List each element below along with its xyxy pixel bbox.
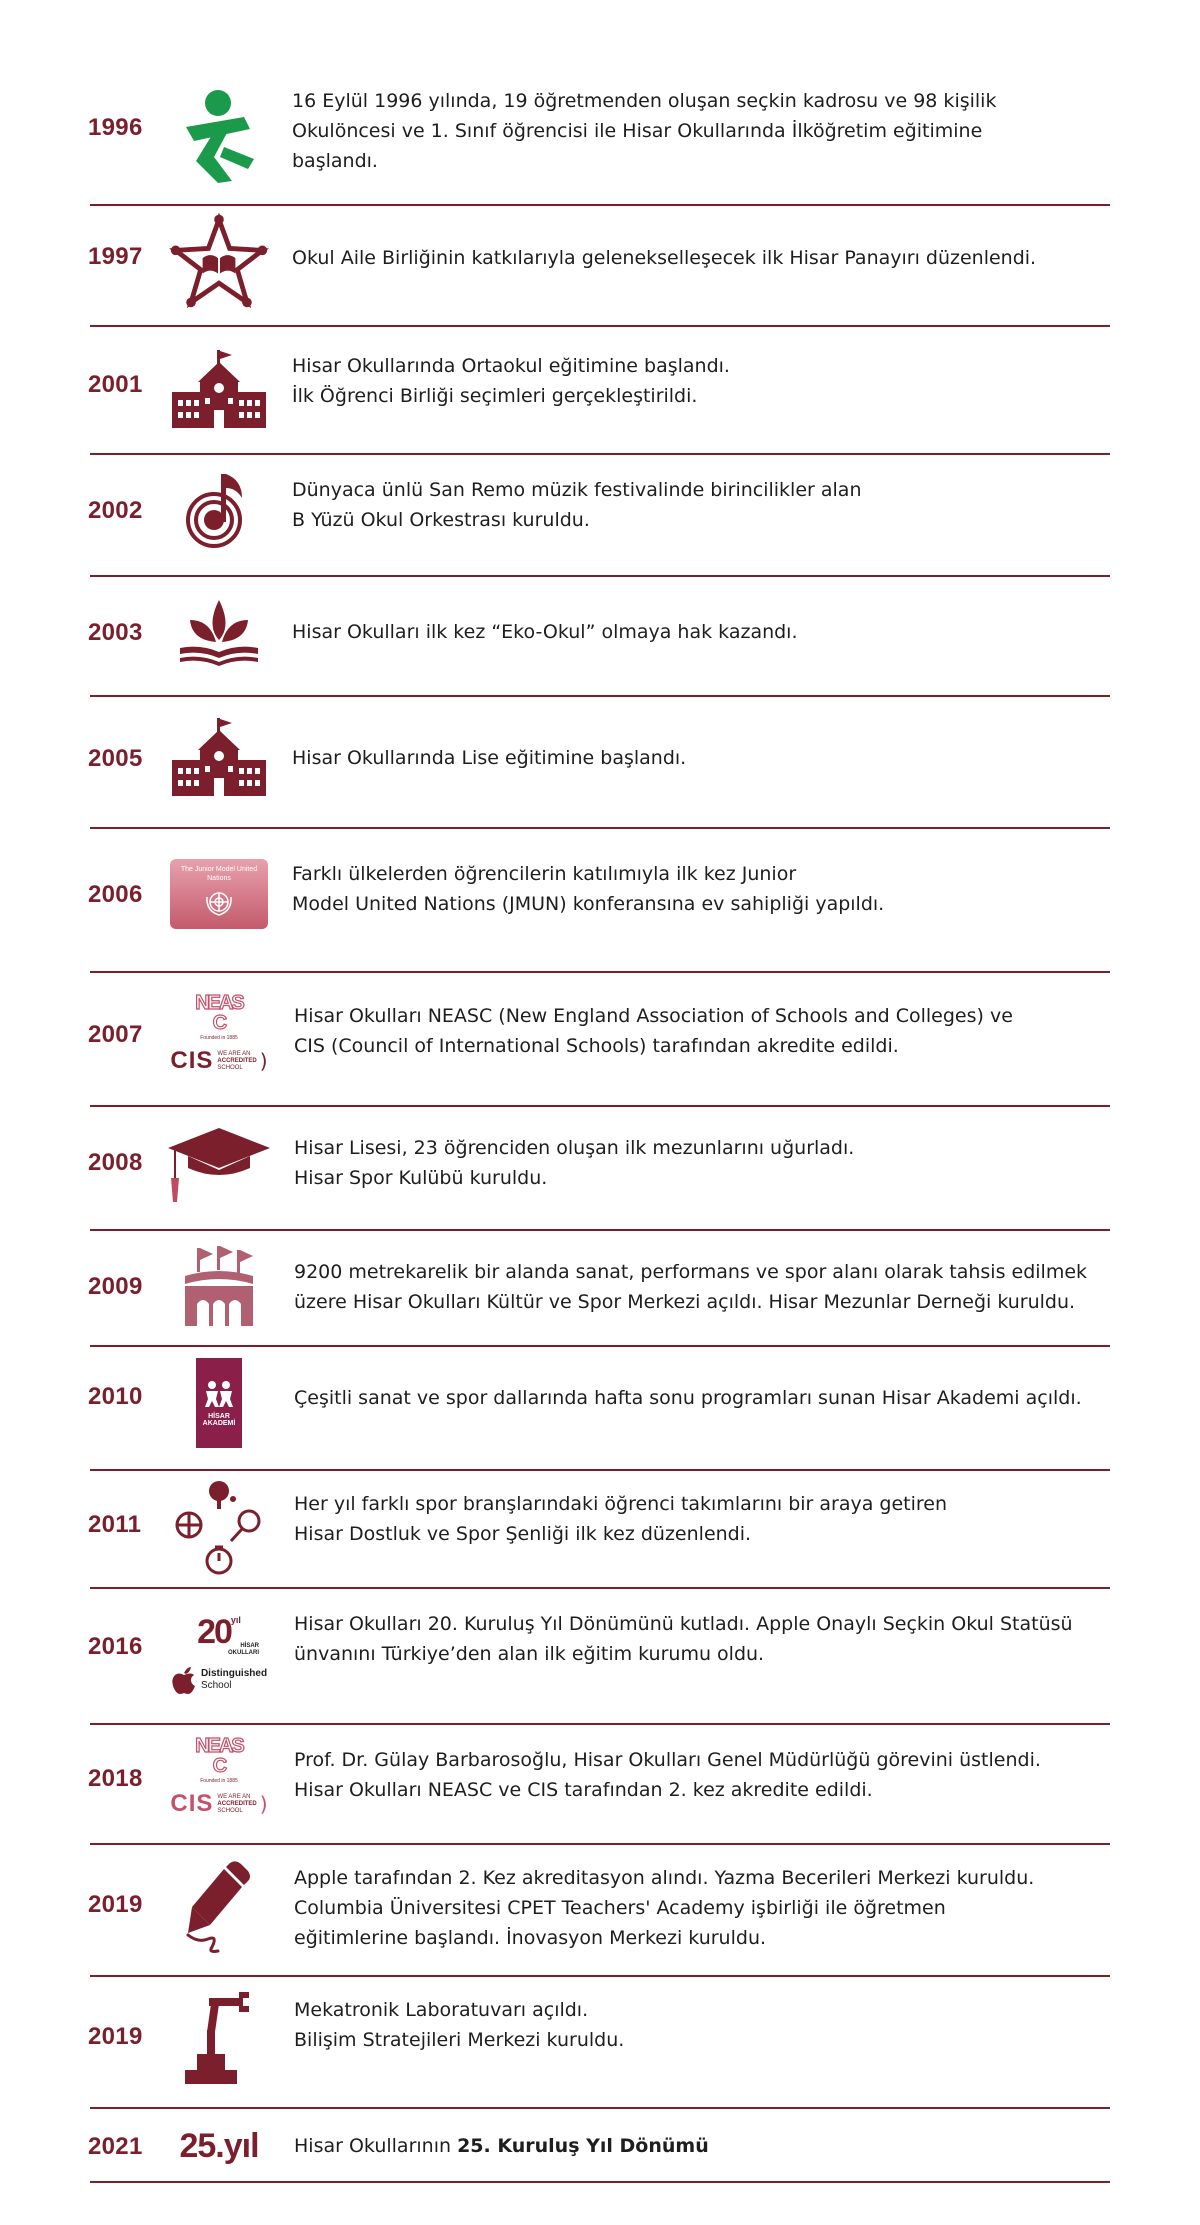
entry-year: 2006	[88, 881, 143, 908]
entry-text-line: Çeşitli sanat ve spor dallarında hafta sonu programları sunan Hisar Akademi açıldı.	[294, 1387, 1082, 1409]
entry-text-line: Hisar Dostluk ve Spor Şenliği ilk kez düzenlendi.	[294, 1523, 752, 1545]
cis-sub-text: WE ARE AN	[217, 1050, 251, 1057]
entry-text-line: Farklı ülkelerden öğrencilerin katılımıyla ilk kez Junior	[292, 863, 797, 885]
timeline-entry-2016	[88, 1589, 1110, 1723]
pencil-icon	[166, 1855, 272, 1959]
jmun-badge-icon	[166, 849, 272, 939]
anniversary-number: 20	[197, 1613, 231, 1651]
entry-year: 1996	[88, 114, 143, 141]
anniversary-apple-icon	[166, 1593, 272, 1717]
entry-text-line: CIS (Council of International Schools) tarafından akredite edildi.	[294, 1035, 899, 1057]
timeline-entry-1996	[88, 80, 1110, 200]
entry-text-bold: 25. Kuruluş Yıl Dönümü	[457, 2135, 709, 2157]
entry-text-line: Bilişim Stratejileri Merkezi kuruldu.	[294, 2029, 625, 2051]
entry-year: 2019	[88, 2023, 143, 2050]
timeline-entry-1997	[88, 205, 1110, 325]
entry-text-line: 9200 metrekarelik bir alanda sanat, performans ve spor alanı olarak tahsis edilmek	[294, 1261, 1088, 1283]
entry-year: 2021	[88, 2133, 143, 2160]
music-note-icon	[166, 467, 272, 553]
entry-text-line: Hisar Okullarında Ortaokul eğitimine başlandı.	[292, 355, 730, 377]
entry-text-line: Hisar Okulları 20. Kuruluş Yıl Dönümünü kutladı. Apple Onaylı Seçkin Okul Statüsü	[294, 1613, 1073, 1635]
cis-sub-text: SCHOOL	[217, 1807, 243, 1814]
hisar-akademi-logo-icon	[166, 1355, 272, 1451]
timeline-entry-2021	[88, 2109, 1110, 2181]
neasc-logo-text: NEASC	[195, 992, 243, 1034]
distinguished-text: Distinguished	[200, 1668, 268, 1679]
entry-year: 2019	[88, 1891, 143, 1918]
anniversary-sub: HİSAR	[240, 1643, 259, 1649]
entry-text-line: Hisar Okulları NEASC (New England Association of Schools and Colleges) ve	[294, 1005, 1013, 1027]
entry-text-line: eğitimlerine başlandı. İnovasyon Merkezi kuruldu.	[294, 1927, 767, 1949]
entry-text-line: Dünyaca ünlü San Remo müzik festivalinde birincilikler alan	[292, 479, 862, 501]
timeline-entry-2019-a	[88, 1845, 1110, 1975]
entry-text-line: Hisar Okulları ilk kez “Eko-Okul” olmaya hak kazandı.	[292, 621, 798, 643]
cis-logo-text: CIS	[170, 1790, 214, 1817]
cis-sub-text: SCHOOL	[217, 1064, 243, 1071]
cis-sub-text: ACCREDITED	[217, 1800, 257, 1807]
25-yil-logo-text: 25.yıl	[179, 2126, 259, 2165]
school-building-icon	[166, 709, 272, 805]
entry-text-line: Her yıl farklı spor branşlarındaki öğrenci takımlarını bir araya getiren	[294, 1493, 948, 1515]
neasc-founded-text: Founded in 1885	[200, 1778, 238, 1784]
entry-year: 2018	[88, 1765, 143, 1792]
entry-text-line: Hisar Okullarında Lise eğitimine başlandı.	[292, 747, 687, 769]
timeline-entry-2005	[88, 697, 1110, 827]
entry-text-line: B Yüzü Okul Orkestrası kuruldu.	[292, 509, 590, 531]
robot-arm-icon	[166, 1987, 272, 2087]
entry-text-line: başlandı.	[292, 150, 378, 172]
timeline-entry-2011	[88, 1471, 1110, 1587]
neasc-logo-text: NEASC	[195, 1735, 243, 1777]
plant-book-icon	[166, 591, 272, 671]
timeline-entry-2006	[88, 829, 1110, 971]
entry-text-line: Prof. Dr. Gülay Barbarosoğlu, Hisar Okulları Genel Müdürlüğü görevini üstlendi.	[294, 1749, 1041, 1771]
25-yil-logo-icon	[166, 2121, 272, 2171]
entry-year: 2002	[88, 497, 143, 524]
timeline-entry-2002	[88, 455, 1110, 575]
hisar-kid-logo-icon	[166, 85, 272, 185]
neasc-cis-logo-icon: NEASC Founded in 1885 CIS WE ARE AN ACCREDITED SCHOOL )	[170, 992, 268, 1074]
entry-year: 2001	[88, 371, 143, 398]
entry-text-line: Apple tarafından 2. Kez akreditasyon alındı. Yazma Becerileri Merkezi kuruldu.	[294, 1867, 1035, 1889]
apple-logo-icon	[171, 1665, 197, 1695]
timeline-entry-2001	[88, 327, 1110, 453]
entry-text-line: 16 Eylül 1996 yılında, 19 öğretmenden oluşan seçkin kadrosu ve 98 kişilik	[292, 90, 997, 112]
entry-text-line: Model United Nations (JMUN) konferansına ev sahipliği yapıldı.	[292, 893, 885, 915]
entry-text-line: Okul Aile Birliğinin katkılarıyla gelenekselleşecek ilk Hisar Panayırı düzenlendi.	[292, 247, 1037, 269]
entry-text-line: İlk Öğrenci Birliği seçimleri gerçekleştirildi.	[292, 385, 698, 407]
entry-year: 2011	[88, 1511, 142, 1538]
star-book-icon	[166, 210, 272, 310]
entry-year: 2016	[88, 1633, 143, 1660]
entry-text-line: Okulöncesi ve 1. Sınıf öğrencisi ile Hisar Okullarında İlköğretim eğitimine	[292, 120, 983, 142]
entry-text-line: Mekatronik Laboratuvarı açıldı.	[294, 1999, 589, 2021]
cis-sub-text: WE ARE AN	[217, 1793, 251, 1800]
entry-text-line: Hisar Spor Kulübü kuruldu.	[294, 1167, 548, 1189]
neasc-founded-text: Founded in 1885	[200, 1035, 238, 1041]
arena-flags-icon	[166, 1241, 272, 1331]
entry-year: 1997	[88, 243, 143, 270]
timeline-entry-2003	[88, 577, 1110, 695]
entry-year: 2003	[88, 619, 143, 646]
entry-year: 2010	[88, 1383, 143, 1410]
graduation-cap-icon	[166, 1121, 272, 1205]
school-building-icon	[166, 341, 272, 437]
badge-text: The Junior Model United Nations	[180, 866, 258, 882]
entry-year: 2009	[88, 1273, 143, 1300]
distinguished-text: School	[200, 1680, 232, 1691]
timeline-entry-2007	[88, 973, 1110, 1105]
entry-year: 2008	[88, 1149, 143, 1176]
timeline-entry-2008	[88, 1107, 1110, 1229]
entry-text-line: Hisar Lisesi, 23 öğrenciden oluşan ilk mezunlarını uğurladı.	[294, 1137, 855, 1159]
timeline-entry-2018	[88, 1725, 1110, 1843]
entry-text-plain: Hisar Okullarının	[294, 2135, 458, 2157]
timeline-entry-2019-b	[88, 1977, 1110, 2107]
divider	[90, 2181, 1110, 2183]
cis-logo-text: CIS	[170, 1047, 214, 1074]
entry-text-line: Hisar Okulları NEASC ve CIS tarafından 2. kez akredite edildi.	[294, 1779, 873, 1801]
entry-year: 2005	[88, 745, 143, 772]
cis-sub-text: ACCREDITED	[217, 1057, 257, 1064]
neasc-cis-logo-icon: NEASC Founded in 1885 CIS WE ARE AN ACCREDITED SCHOOL )	[170, 1735, 268, 1817]
akademi-logo-text: HİSAR	[208, 1413, 230, 1420]
sports-icons-icon	[166, 1475, 272, 1579]
anniversary-sub: OKULLARI	[228, 1650, 259, 1656]
entry-text-line: Columbia Üniversitesi CPET Teachers' Academy işbirliği ile öğretmen	[294, 1897, 946, 1919]
timeline-entry-2009	[88, 1231, 1110, 1345]
timeline-entry-2010	[88, 1347, 1110, 1469]
entry-year: 2007	[88, 1021, 143, 1048]
anniversary-yil: yıl	[230, 1615, 241, 1625]
entry-text-line: ünvanını Türkiye’den alan ilk eğitim kurumu oldu.	[294, 1643, 765, 1665]
entry-text-line: üzere Hisar Okulları Kültür ve Spor Merkezi açıldı. Hisar Mezunlar Derneği kuruldu.	[294, 1291, 1076, 1313]
akademi-logo-text: AKADEMİ	[202, 1420, 236, 1427]
